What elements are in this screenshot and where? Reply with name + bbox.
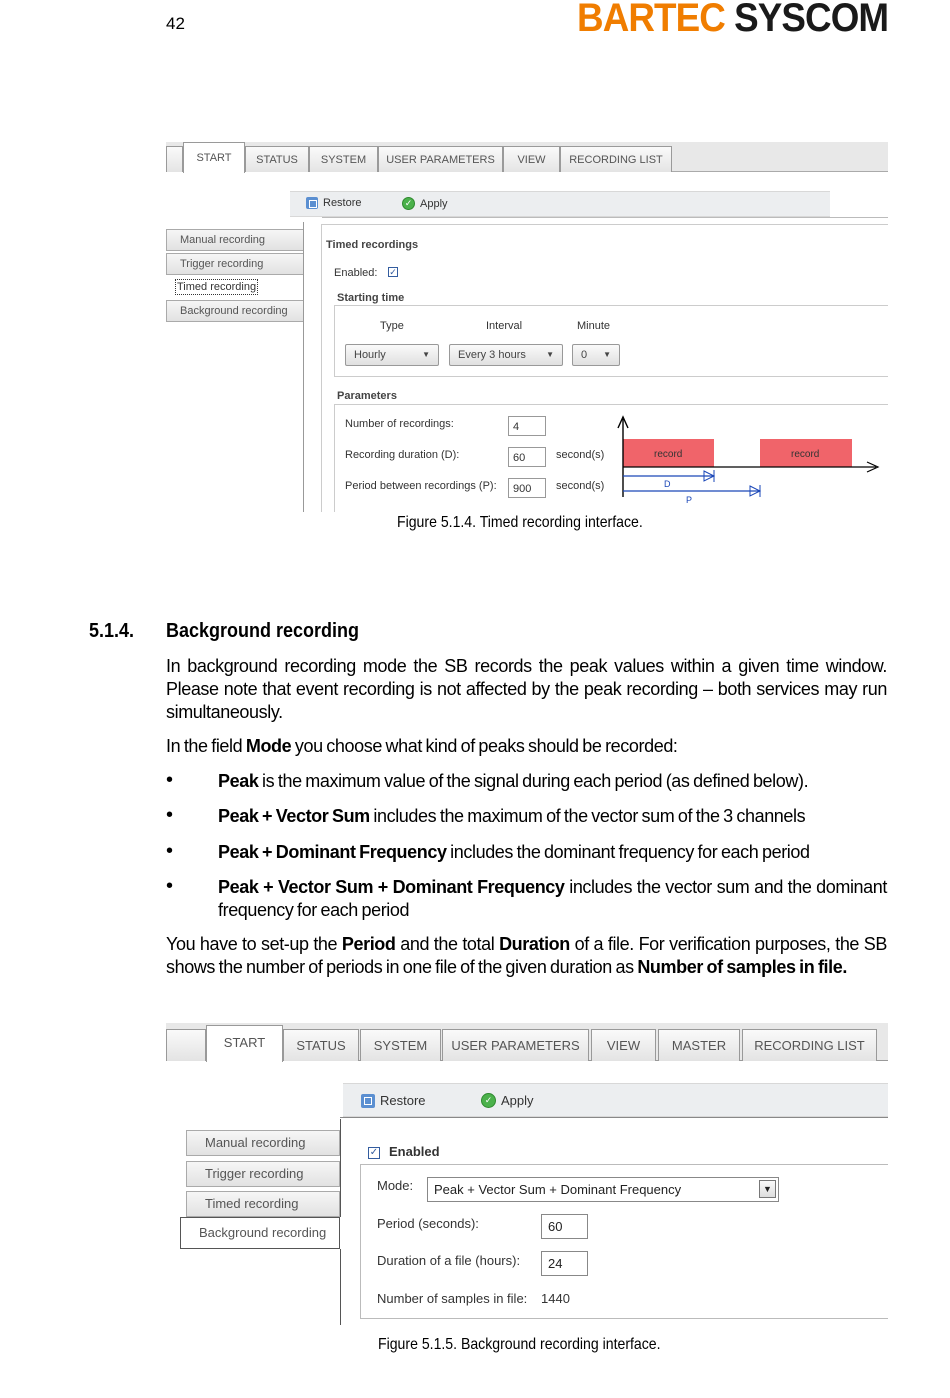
sidebar-item-background[interactable]: Background recording [166, 300, 304, 322]
sidebar-item-background[interactable]: Background recording [180, 1217, 340, 1249]
sidebar-item-manual[interactable]: Manual recording [166, 229, 304, 251]
interval-select[interactable]: Every 3 hours ▼ [449, 344, 563, 366]
p-label: P [686, 495, 693, 505]
tab-bar [166, 142, 888, 172]
restore-icon [361, 1094, 375, 1108]
tab-system[interactable]: SYSTEM [360, 1029, 441, 1061]
tab-start[interactable]: START [183, 142, 245, 173]
timed-recording-screenshot [166, 142, 888, 512]
starting-time-title: Starting time [337, 292, 405, 304]
restore-button[interactable]: Restore [306, 197, 362, 209]
bullet-dot: • [166, 840, 174, 862]
apply-button[interactable]: ✓ Apply [402, 197, 448, 210]
paragraph-period: You have to set-up the Period and the total Duration of a file. For verification purposes, the SB shows the number of periods in one file of the given duration as Number of samples in file. [166, 934, 887, 977]
tab-status[interactable]: STATUS [283, 1029, 359, 1061]
type-label: Type [380, 320, 404, 332]
page-number: 42 [166, 14, 185, 33]
bullet-peak-vector-dominant: Peak + Vector Sum + Dominant Frequency includes the vector sum and the dominant frequency for each period [218, 877, 887, 920]
tab-view[interactable]: VIEW [591, 1029, 656, 1061]
record-label-2: record [791, 449, 820, 460]
enabled-label: Enabled [389, 1144, 440, 1159]
sidebar-border [340, 1249, 341, 1325]
bullet-peak: Peak is the maximum value of the signal during each period (as defined below). [218, 771, 809, 791]
samples-label: Number of samples in file: [377, 1291, 528, 1306]
enabled-checkbox[interactable]: ✓ [389, 267, 397, 277]
tab-system[interactable]: SYSTEM [309, 146, 378, 172]
toolbar [343, 1083, 888, 1117]
bullet-peak-dominant: Peak + Dominant Frequency includes the dominant frequency for each period [218, 842, 810, 862]
sidebar-border [340, 1119, 341, 1217]
type-select[interactable]: Hourly ▼ [345, 344, 439, 366]
sidebar-item-timed[interactable]: Timed recording [186, 1191, 340, 1217]
period-label: Period between recordings (P): [345, 480, 497, 492]
chevron-down-icon: ▼ [546, 350, 554, 359]
period-unit: second(s) [556, 480, 605, 492]
paragraph-intro: In background recording mode the SB records the peak values within a given time window. Please note that event recording is not affected by the peak recording – both services may run simultaneously. [166, 656, 887, 722]
section-number: 5.1.4. [89, 620, 135, 642]
enabled-checkbox[interactable]: ✓ [369, 1147, 379, 1158]
check-icon: ✓ [481, 1093, 496, 1108]
period-label: Period (seconds): [377, 1216, 479, 1231]
tab-spacer [166, 1029, 206, 1061]
bullet-dot: • [166, 804, 174, 826]
record-label-1: record [654, 449, 683, 460]
sidebar-item-trigger[interactable]: Trigger recording [186, 1161, 340, 1187]
duration-label: Duration of a file (hours): [377, 1253, 521, 1268]
sidebar-item-trigger[interactable]: Trigger recording [166, 253, 304, 275]
duration-input[interactable]: 24 [541, 1251, 588, 1276]
bartec-syscom-logo: BARTEC SYSCOM [576, 0, 888, 40]
tab-recording-list[interactable]: RECORDING LIST [560, 146, 672, 172]
divider [322, 217, 888, 218]
bullet-dot: • [166, 875, 174, 897]
duration-unit: second(s) [556, 449, 605, 461]
restore-button[interactable]: Restore [361, 1093, 426, 1108]
tab-user-parameters[interactable]: USER PARAMETERS [442, 1029, 589, 1061]
period-input[interactable]: 900 [508, 478, 546, 498]
timing-diagram [614, 412, 888, 512]
mode-select[interactable]: Peak + Vector Sum + Dominant Frequency ▼ [427, 1177, 779, 1202]
check-icon: ✓ [402, 197, 415, 210]
starting-time-group [334, 305, 888, 377]
d-label: D [664, 479, 671, 489]
bullet-peak-vector: Peak + Vector Sum includes the maximum of the vector sum of the 3 channels [218, 806, 806, 826]
sidebar-border [303, 222, 304, 512]
apply-button[interactable]: ✓ Apply [481, 1093, 534, 1108]
figure1-caption: Figure 5.1.4. Timed recording interface. [397, 514, 643, 531]
tab-master[interactable]: MASTER [658, 1029, 740, 1061]
chevron-down-icon: ▼ [759, 1180, 776, 1198]
minute-select[interactable]: 0 ▼ [572, 344, 620, 366]
duration-label: Recording duration (D): [345, 449, 460, 461]
bullet-dot: • [166, 769, 174, 791]
sidebar-item-timed[interactable]: Timed recording [177, 281, 257, 293]
restore-icon [306, 197, 318, 209]
figure2-caption: Figure 5.1.5. Background recording interface. [378, 1336, 661, 1353]
samples-value: 1440 [541, 1291, 570, 1306]
tab-view[interactable]: VIEW [503, 146, 560, 172]
num-recordings-label: Number of recordings: [345, 418, 454, 430]
tab-recording-list[interactable]: RECORDING LIST [742, 1029, 877, 1061]
tab-start[interactable]: START [206, 1025, 283, 1062]
tab-spacer [166, 146, 183, 172]
duration-input[interactable]: 60 [508, 447, 546, 467]
tab-user-parameters[interactable]: USER PARAMETERS [378, 146, 503, 172]
num-recordings-input[interactable]: 4 [508, 416, 546, 436]
divider [340, 1117, 888, 1118]
tab-status[interactable]: STATUS [245, 146, 309, 172]
enabled-label: Enabled: [334, 267, 378, 279]
parameters-title: Parameters [337, 390, 397, 402]
period-input[interactable]: 60 [541, 1214, 588, 1239]
toolbar [290, 191, 830, 217]
mode-label: Mode: [377, 1178, 414, 1193]
background-recording-screenshot [166, 1023, 888, 1325]
section-title: Background recording [166, 620, 360, 642]
sidebar-item-manual[interactable]: Manual recording [186, 1130, 340, 1156]
interval-label: Interval [486, 320, 523, 332]
minute-label: Minute [577, 320, 611, 332]
chevron-down-icon: ▼ [603, 350, 611, 359]
chevron-down-icon: ▼ [422, 350, 430, 359]
panel-title: Timed recordings [326, 239, 419, 251]
paragraph-mode: In the field Mode you choose what kind of peaks should be recorded: [166, 736, 678, 756]
